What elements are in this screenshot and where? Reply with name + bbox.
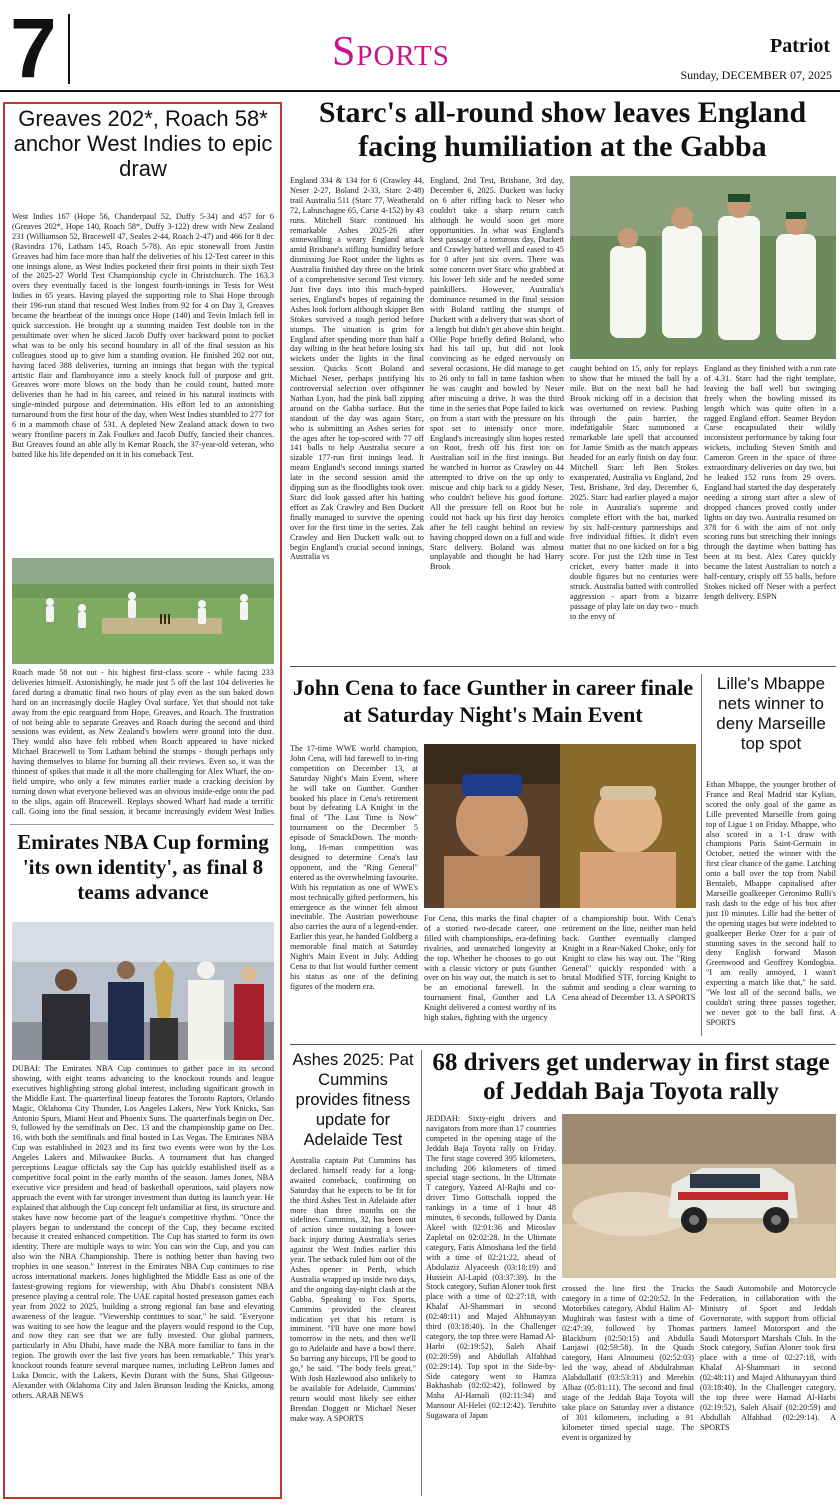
mbappe-body: Ethan Mbappe, the younger brother of France and Real Madrid star Kylian, scored the only goal of the game as Lille prevented Marseille from going top of Ligue 1 on Friday. Mbappe, who also scored in a 1-1 draw with champions Paris Saint-Germain in October, netted the winner with the first clear chance of the game. Latching onto a ball over the top from Nabil Bentaleb, Mbappe capitalised after Marseille goalkeeper Geronimo Rulli's rash dash to the edge of his box after just 10 minutes. Lille had the better of the opening stages but were indebted to goalkeeper Berke Ozer for a pair of stunning saves in the second half to deny English forward Mason Greenwood and Geoffrey Kondogbia. "I am really annoyed, I wasn't expecting a match like that," he said. "We lost all of the second balls, we couldn't string three passes together, we never got to the ball first. A SPORTS	[706, 780, 836, 1027]
section-title	[332, 24, 532, 84]
section-title-text: Sports	[332, 29, 450, 75]
cena-col-2: For Cena, this marks the final chapter of a storied two-decade career, one filled with championships, era-defining rivalries, and unmatched longevity at the top. Whether he chooses to go out with a classic victory or puts Gunther over on his way out, the match is set to be an emotional farewell. In the tournament final, Gunther and LA Knight delivered a contest worthy of its high stakes, fighting with the urgency	[424, 914, 556, 1023]
nba-body: DUBAI: The Emirates NBA Cup continues to gather pace in its second showing, with eight teams advancing to the knockout rounds and league executives highlighting strong global interest, including significant growth in the Middle East. The quarterfinal lineup features the Toronto Raptors, Orlando Magic, Oklahoma City Thunder, Los Angeles Lakers, New York Knicks, San Antonio Spurs, Miami Heat and Phoenix Suns. The quarterfinals begin on Dec. 9, followed by the semifinals on Dec. 13 and the championship game on Dec. 16, with both the semifinals and final hosted in Las Vegas. The Emirates NBA Cup was established in 2023 and its first two events were won by the Los Angeles Lakers and Milwaukee Bucks. A tournament that has changed perceptions League officials say the Cup has quickly established itself as a competitive focal point in the early months of the season. James Jones, NBA executive vice president and head of basketball operations, said players now approach the event with far stronger investment than during its launch year. He explained that although the Cup concept felt unfamiliar at first, its structure and stakes have now become part of the league's competitive rhythm. "Once the players began to understand the concept of the Cup, they became excited because it created enhanced competition. The Cup has started to form its own identity. There are multiple ways to win: You can win the Cup, and you can also win the NBA Championship. There is nothing better than having two trophies in one season." Interest in the Emirates NBA Cup continues to rise across international markets. Jones highlighted the Middle East as one of the fastest-growing regions for viewership, with Abu Dhabi's consistent NBA presence playing a central role. The UAE capital hosted preseason games each year from 2022 to 2025, building a strong regional fan base and elevating awareness of the league. "Viewership continues to soar," he said. "Everyone was waiting to see how the league and the players would respond to the Cup, and now they can see that we are fully invested. Our global partners, particularly in Abu Dhabi, have made the NBA more familiar to fans in the region. The growth over the last five years has been remarkable." This year's knockout rounds feature several marquee names, including LeBron James and Luka Doncic, with the Lakers, Kevin Durant with the Suns, Shai Gilgeous-Alexander with Oklahoma City and Jalen Brunson leading the Knicks, among others. ARAB NEWS	[12, 1064, 274, 1400]
starc-col-3: caught behind on 15, only for replays to show that he missed the ball by a mile. But on the next ball he had Brook nicking off in a decision that was overturned on review. Pushing through the pain barrier, the indefatigable Starc summoned a remarkable late spell that accounted for Jamie Smith as the match appears headed for an early finish on day four. Mitchell Starc left Ben Stokes exasperated, Australia vs England, 2nd Test, Brisbane, 3rd day, December 6, 2025. Starc had earlier played a major role in Australia's supreme and complete effort with the bat, marked by six half-century partnerships and five individual fifties. It didn't even matter that no one kicked on for a big score. For just the 12th time in Test cricket, every batter made it into double figures but no centuries were struck. Australia batted with controlled aggression - apart from a bizarre passage of play late on day two - much to the envy of	[570, 364, 698, 621]
cena-mbappe-divider	[701, 674, 702, 1036]
starc-bottom-rule	[290, 666, 836, 667]
publication-name: Patriot	[770, 35, 830, 57]
greaves-cricket-photo	[12, 558, 274, 664]
cena-gunther-illustration	[424, 744, 696, 908]
greaves-headline: Greaves 202*, Roach 58* anchor West Indies to epic draw	[13, 106, 273, 181]
starc-team-photo	[570, 176, 836, 359]
nba-cup-photo	[12, 922, 274, 1060]
issue-date: Sunday, DECEMBER 07, 2025	[680, 68, 832, 82]
mid-bottom-rule	[290, 1044, 836, 1045]
cummins-baja-divider	[421, 1050, 422, 1496]
greaves-body-2: Roach made 58 not out - his highest first-class score - while facing 233 deliveries himself. Astonishingly, he made just 5 off the last 104 deliveries he faced during a dramatic final two hours of play even as the sun baked down hard on an increasingly docile Hagley Oval surface. Yet that should not take away from the epic rearguard from Hope, Greaves, and Roach. The frustration of not being able to separate Greaves and Roach during the second and third sessions was evident, as New Zealand's bowlers were ground into the dust. They would also have felt robbed when Roach appeared to have nicked Michael Bracewell to Tom Latham behind the stumps - though perhaps only having themselves to blame for burning all their reviews. Even so, it was the thinnest of spikes that made it all the more challenging for Alex Wharf, the on-field umpire, who only a few minutes earlier made a cracking decision by turning down what everyone believed was an obvious inside-edge onto the pad to the slips, again off Bracewell. Replays showed Wharf had made a terrific call. Going into the final session, it became increasingly evident West Indies	[12, 668, 274, 816]
starc-col-1: England 334 & 134 for 6 (Crawley 44, Neser 2-27, Boland 2-33, Starc 2-48) trail Australia 511 (Starc 77, Weatherald 72, Labuschagne 65, Carse 4-152) by 43 runs. Mitchell Starc continued his remarkable Ashes 2025-26 after stonewalling a weary England attack amid Brisbane's stifling humidity before dismissing Joe Root under the lights as Australia finished day three on the brink of a comprehensive second Test victory. Just five days into this much-hyped series, England's hopes of regaining the Ashes look forlorn although skipper Ben Stokes survived a tough period before stumps. The situation is grim for England after spending more than half a day wilting in the heat before losing six wickets under the lights in the final session. Quicks Scott Boland and Michael Neser, perhaps justifying his controversial selection over offspinner Nathan Lyon, had the pink ball zipping around on the Gabba surface. But the standout of the day was again Starc, who is submitting an Ashes series for the ages after he top-scored with 77 off 141 balls to help Australia secure a sizable 177-run first innings lead. It meant England's second innings started late in the second session amid the dipping sun as the floodlights took over. Starc did look gassed after his batting effort as Zak Crawley and Ben Duckett finally managed to survive the opening over for the first time in the series. Zak Crawley and Ben Duckett walk out to begin England's crucial second innings, Australia vs	[290, 176, 424, 562]
cummins-headline: Ashes 2025: Pat Cummins provides fitness update for Adelaide Test	[292, 1051, 414, 1149]
left-separator	[10, 824, 274, 825]
starc-col-2: England, 2nd Test, Brisbane, 3rd day, December 6, 2025. Duckett was lucky on 6 after riffing back to Neser who couldn't take a sharp return catch although he would soon get more opportunities. In what was England's best passage of a torturous day, Duckett and Crawley batted well and eased to 45 for 0 after just six overs. There was some concern over Starc who grabbed at his lower left side and he needed some painkillers. However, Australia's dominance resumed in the final session with Boland rattling the stumps of Duckett with a delivery that was short of a length but didn't get above shin height. Ollie Pope briefly defied Boland, who had his tail up, but did not look convincing as he edged nervously on several occasions. He did manage to get to 26 only to fall in tame fashion when he was caught and bowled by Neser after miscuing a drive. It was the third time in the series that Pope failed to kick on from a start with the pressure on his spot set to intensify once more. England's increasingly slim hopes rested on Root, fresh off his first ton on Australian soil in the first innings. But he watched in horror as Crawley on 44 attempted to drive on the up only to miscue and chip back to a giddy Neser, who couldn't believe his good fortune. All the pressure fell on Root but he could not back up his first day heroics after he fell caught behind on review having chopped down on a full and wide Starc delivery. Boland was almost unplayable and thought he had Harry Brook	[430, 176, 564, 572]
starc-col-4: England as they finished with a run rate of 4.31. Starc had the right template, leaving the ball well but swinging freely when the bowling missed its length which was quite often in a ragged England effort. Seamer Brydon Carse encapsulated their wildly inconsistent performance by taking four wickets, including Steven Smith and Cameron Green in the space of three extraordinary deliveries on day two, but he leaked 152 runs from 29 overs. England had started the day desperately needing a strong start after a slew of dropped chances proved costly under lights on day two. Australia resumed on 378 for 6 with the aim of not only scoring runs but stretching their innings through the daytime when batting has been at its best. Alex Carey quickly became the latest Australian to notch a half-century, crisply off 55 balls, before Stokes nicked off Neser with a perfect length delivery. ESPN	[704, 364, 836, 601]
cena-headline: John Cena to face Gunther in career finale at Saturday Night's Main Event	[292, 675, 694, 727]
cena-gunther-photo	[424, 744, 696, 908]
cummins-body: Australia captain Pat Cummins has declared himself ready for a long-awaited comeback, confirming on Saturday that he expects to be fit for the third Ashes Test in Adelaide after more than three months on the sidelines. Cummins, 32, has been out of action since sustaining a lower-back injury during Australia's series against the West Indies earlier this year. The setback ruled him out of the Ashes opener in Perth, which Australia wrapped up inside two days, and the ongoing day-night clash at the Gabba. Speaking to Fox Sports, Cummins provided the clearest indication yet that his return is imminent. "I'll have one more bowl tomorrow in the nets, and then we'll go to Adelaide and have a bowl there. So barring any hiccups, I'll be good to go," he said. "The body feels great." With Josh Hazlewood also unlikely to be available for Adelaide, Cummins' return would most likely see either Brendan Doggett or Michael Neser make way. A SPORTS	[290, 1156, 416, 1423]
baja-col-1: JEDDAH: Sixty-eight drivers and navigators from more than 17 countries competed in the opening stage of the Jeddah Baja Toyota rally on Friday. The first stage covered 395 kilometers, including 206 kilometers of timed special stage sections. In the Ultimate T category, Yazeed Al-Rajhi and co-driver Timo Gottschalk topped the rankings in a time of 1 hour 48 minutes, 6 seconds, followed by Dania Akeel with 02:01:36 and Miroslav Zapletal on 02:02:28. In the Ultimate category, Faris Almoshana led the field with a time of 02:21:22, ahead of Abdulaziz Alyaceesh (03:10:19) and Hussein Al-Lapid (03:37:39). In the Stock category, Sufian Aloner took first place with a time of 02:27:18, with Khalaf Al-Shammari in second (02:48:11) and Majed Althunayyan third (03:18:40). In the Challenger category, the top three were Hamad Al-Harbi (02:19:52), Saleh Alsaif (02:20:59) and Abdullah Alfahhad (02:29:14). Top spot in the Side-by-Side category went to Hamza Bakhashab (02:02:42), followed by Maha Al-Hamali (02:11:34) and Mansour Al-Helei (02:12:42). Teruhito Sugawara of Japan	[426, 1114, 556, 1421]
masthead-vertical-rule	[68, 14, 70, 84]
starc-headline: Starc's all-round show leaves England facing humiliation at the Gabba	[318, 96, 807, 163]
nba-trophy-illustration	[12, 922, 274, 1060]
australia-celebration-illustration	[570, 176, 836, 359]
page-number: 7	[10, 6, 57, 90]
cena-col-3: of a championship bout. With Cena's retirement on the line, neither man held back. Gunther eventually clamped Knight in a Rear-Naked Choke, only for Knight to claw his way out. The "Ring General" quickly responded with a brutal Modified STF, forcing Knight to submit and sending a clear warning to Cena ahead of December 13. A SPORTS	[562, 914, 696, 1003]
cena-col-1: The 17-time WWE world champion, John Cena, will bid farewell to in-ring competition on December 13, at Saturday Night's Main Event, where he will take on Gunther. Gunther booked his place in Cena's retirement bout by defeating LA Knight in the final of "The Last Time is Now" tournament on the December 5 episode of SmackDown. The month-long, 16-man competition was designed to determine Cena's last opponent, and the "Ring General" entered as the overwhelming favourite. With his reputation as one of WWE's most technically gifted performers, his emergence as the winner felt almost inevitable. The Austrian powerhouse also carries the aura of a legend-ender. Earlier this year, he handed Goldberg a memorable final match at Saturday Night's Main Event in July. Adding Cena to that list would further cement his status as one of the defining figures of the modern era.	[290, 744, 418, 991]
masthead-rule	[0, 90, 840, 92]
rally-car-illustration	[562, 1114, 836, 1278]
mbappe-headline: Lille's Mbappe nets winner to deny Marseille top spot	[716, 674, 826, 753]
greaves-body-1: West Indies 167 (Hope 56, Chanderpaul 52, Duffy 5-34) and 457 for 6 (Greaves 202*, Hope 140, Roach 58*, Duffy 3-122) drew with New Zealand 231 (Williamson 52, Bracewell 47, Seales 2-44, Roach 2-47) and 466 for 8 dec (Ravindra 176, Latham 145, Roach 5-78). An epic stonewall from Justin Greaves had him face more than half the deliveries of his 12-Test career in this one innings alone, as West Indies pocketed their first points in their sixth Test of the 2025-27 World Test Championship cycle in Christchurch. The 163.3 overs they eventually faced is the longest fourth-innings in Tests for West Indies in 65 years. Having played the supporting role to Shai Hope through their 196-run stand that rescued West Indies from 92 for 4 on Day 3, Greaves became the heartbeat of the innings once Hope (140) and Tevin Imlach fell in quick succession. He brought up a stunning maiden Test double ton in the penultimate over when he sliced Jacob Duffy over backward point to pocket what was to be only his second boundary in all of the final session as his colleagues stood up to give him a standing ovation. He finished 202 not out, having faced 388 deliveries, turning an innings that began with the typical artistic flair and flamboyance into a steely knock full of purpose and grit. Greaves wore more blows on the body than he could count, batted more deliveries than he had in his career, and reined in his natural instincts with single-minded purpose and determination. His effort led to an astonishing turnaround from the first hour of the day, when West Indies stumbled to 277 for 6 in a mammoth chase of 531. A depleted New Zealand attack down to two weary frontline pacers in Zak Foulkes and Jacob Duffy, fancied their chances. But Greaves found an able ally in Kemar Roach, the 37-year-old veteran, who batted like his life depended on it in his comeback Test.	[12, 212, 274, 459]
baja-headline: 68 drivers get underway in first stage of Jeddah Baja Toyota rally	[432, 1049, 830, 1105]
baja-rally-photo	[562, 1114, 836, 1278]
cricket-field-illustration	[12, 558, 274, 664]
baja-col-3: the Saudi Automobile and Motorcycle Federation, in collaboration with the Ministry of Sport and Jeddah Governorate, with support from official partners Jameel Motorsport and the Saudi Motorsport Marshals Club. In the Stock category, Sufian Aloner took first place with a time of 02:27:18, with Khalaf Al-Shammari in second (02:48:11) and Majed Althunayyan third (03:18:40). In the Challenger category, the top three were Hamad Al-Harbi (02:19:52), Saleh Alsaif (02:20:59) and Abdullah Alfahhad (02:29:14). A SPORTS	[700, 1284, 836, 1432]
baja-col-2: crossed the line first the Trucks category in a time of 02:20:52. In the Motorbikes category, Abdul Halim Al-Mughirah was fastest with a time of 02:47:39, followed by Thomas Blackburn (02:50:15) and Abdulla Lanjawi (02:59:58). In the Quads category, Hani Alnoumesi (02:52:03) led the way, ahead of Abdulrahman Alabdullatif (03:53:31) and Merehin Albaz (05:01:11). The second and final stage of the Jeddah Baja Toyota will take place on Saturday over a distance of 301 kilometers, including a 91 kilometer timed special stage. The event is organized by	[562, 1284, 694, 1442]
nba-headline: Emirates NBA Cup forming 'its own identity', as final 8 teams advance	[17, 830, 269, 904]
